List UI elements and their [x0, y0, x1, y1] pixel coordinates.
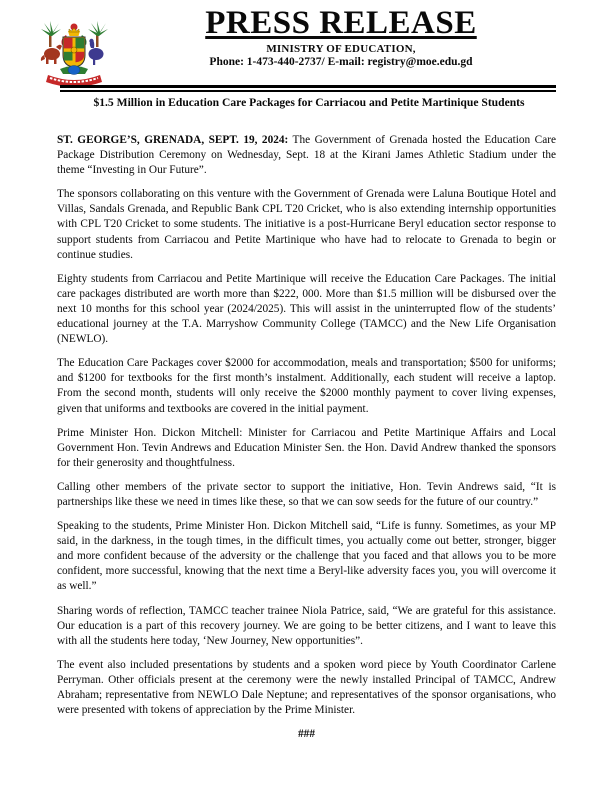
dateline-continuation: The Government of Grenada hosted the Education Care Package Distribution Ceremony on Wednesday, Sept. 18 at the Kirani James Athletic Stadium under the theme “Investing in Our Future”.: [57, 134, 556, 177]
body-text: [57, 133, 556, 742]
page-title: PRESS RELEASE: [205, 5, 477, 41]
contact-line: Phone: 1-473-440-2737/ E-mail: registry@moe.edu.gd: [209, 56, 473, 69]
ministry-name: MINISTRY OF EDUCATION,: [266, 43, 416, 56]
body-paragraph: Eighty students from Carriacou and Petite Martinique will receive the Education Care Packages. The initial care packages distributed are worth more than $222, 000. More than $1.5 million will be disbursed over the next 10 months for this school year (2024/2025). This will assist in the uninterrupted flow of the students’ educational journey at the T.A. Marryshow Community College (TAMCC) and the New Life Organisation (NEWLO).: [57, 272, 556, 346]
end-mark: ###: [298, 728, 315, 741]
dateline-paragraph: [57, 133, 556, 178]
body-paragraph: The Education Care Packages cover $2000 for accommodation, meals and transportation; $500 for uniforms; and $1200 for textbooks for the first month’s instalment. Additionally, each student will receive a laptop. From the second month, students will only receive the $2000 monthly payment to cover living expenses, given that uniforms and textbooks are covered in the initial payment.: [57, 357, 556, 415]
document-header: [110, 5, 572, 68]
body-paragraph: Speaking to the students, Prime Minister Hon. Dickon Mitchell said, “Life is funny. Sometimes, as your MP said, in the darkness, in the tough times, in the difficult times, you actually come out better, stronger, bigger and more confident because of the adversity or the challenge that you faced and that allows you to be more confident, more successful, knowing that the next time a Beryl-like adversity faces you, you will overcome it as well.”: [57, 520, 556, 593]
paragraph-list: [57, 187, 556, 718]
headline: $1.5 Million in Education Care Packages for Carriacou and Petite Martinique Students: [93, 96, 525, 109]
header-divider: [60, 85, 556, 92]
body-paragraph: Calling other members of the private sector to support the initiative, Hon. Tevin Andrews said, “It is partnerships like these we need in times like these, so that we can sow seeds for the future of our country.”: [57, 480, 556, 508]
dateline: ST. GEORGE’S, GRENADA, SEPT. 19, 2024:: [57, 134, 289, 146]
body-paragraph: The sponsors collaborating on this venture with the Government of Grenada were Laluna Boutique Hotel and Villas, Sandals Grenada, and Republic Bank CPL T20 Cricket, who is also extending internship opportunities with CPL T20 Cricket to some students. The initiative is a post-Hurricane Beryl education sector response to support students from Carriacou and Petite Martinique who have had to relocate to Grenada to begin or continue studies.: [57, 188, 556, 261]
body-paragraph: Sharing words of reflection, TAMCC teacher trainee Niola Patrice, said, “We are grateful for this assistance. Our education is a part of this recovery journey. We are going to be better citizens, and I want to leave this with all the students here today, ‘New Journey, New opportunities”.: [57, 604, 556, 647]
body-paragraph: The event also included presentations by students and a spoken word piece by Youth Coordinator Carlene Perryman. Other officials present at the ceremony were the newly installed Principal of TAMCC, Andrew Abraham; representative from NEWLO Dale Neptune; and representatives of the sponsor organisations, who were presented with tokens of appreciation by the Prime Minister.: [57, 658, 556, 717]
body-paragraph: Prime Minister Hon. Dickon Mitchell: Minister for Carriacou and Petite Martinique Affairs and Local Government Hon. Tevin Andrews and Education Minister Sen. the Hon. David Andrew thanked the sponsors for their generosity and thoughtfulness.: [57, 426, 556, 469]
divider-line-bottom: [60, 90, 556, 92]
grenada-coat-of-arms-icon: [36, 21, 112, 91]
